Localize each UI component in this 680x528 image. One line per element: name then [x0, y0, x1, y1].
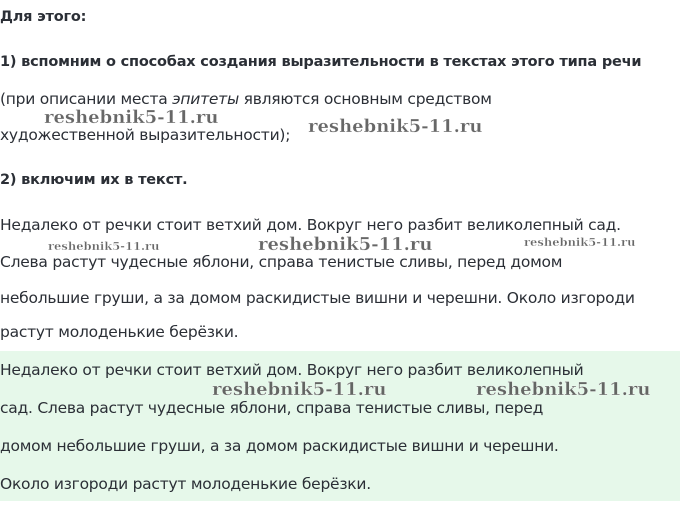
answer-text-line: Около изгороди растут молоденькие берёзки.	[0, 475, 371, 493]
watermark: reshebnik5-11.ru	[44, 107, 219, 128]
watermark: reshebnik5-11.ru	[476, 379, 651, 400]
original-text-line: небольшие груши, а за домом раскидистые вишни и черешни. Около изгороди	[0, 289, 635, 307]
original-text-line: Слева растут чудесные яблони, справа тенистые сливы, перед домом	[0, 253, 563, 271]
step-two: 2) включим их в текст.	[0, 172, 188, 188]
heading: Для этого:	[0, 9, 87, 25]
note-line-2: художественной выразительности);	[0, 126, 291, 144]
answer-text-line: Недалеко от речки стоит ветхий дом. Вокруг него разбит великолепный	[0, 361, 584, 379]
original-text-line: Недалеко от речки стоит ветхий дом. Вокруг него разбит великолепный сад.	[0, 216, 621, 234]
original-text-line: растут молоденькие берёзки.	[0, 323, 239, 341]
answer-text-line: сад. Слева растут чудесные яблони, справа тенистые сливы, перед	[0, 399, 544, 417]
note-italic-term: эпитеты	[172, 90, 239, 108]
step-one: 1) вспомним о способах создания выразительности в текстах этого типа речи	[0, 54, 642, 70]
watermark: reshebnik5-11.ru	[258, 234, 433, 255]
watermark: reshebnik5-11.ru	[524, 235, 636, 249]
note-rest: являются основным средством	[238, 90, 492, 108]
note-open: (при описании места	[0, 90, 173, 108]
watermark: reshebnik5-11.ru	[308, 116, 483, 137]
note-line-1	[0, 90, 492, 108]
answer-text-line: домом небольшие груши, а за домом раскидистые вишни и черешни.	[0, 437, 559, 455]
watermark: reshebnik5-11.ru	[48, 239, 160, 253]
watermark: reshebnik5-11.ru	[212, 379, 387, 400]
